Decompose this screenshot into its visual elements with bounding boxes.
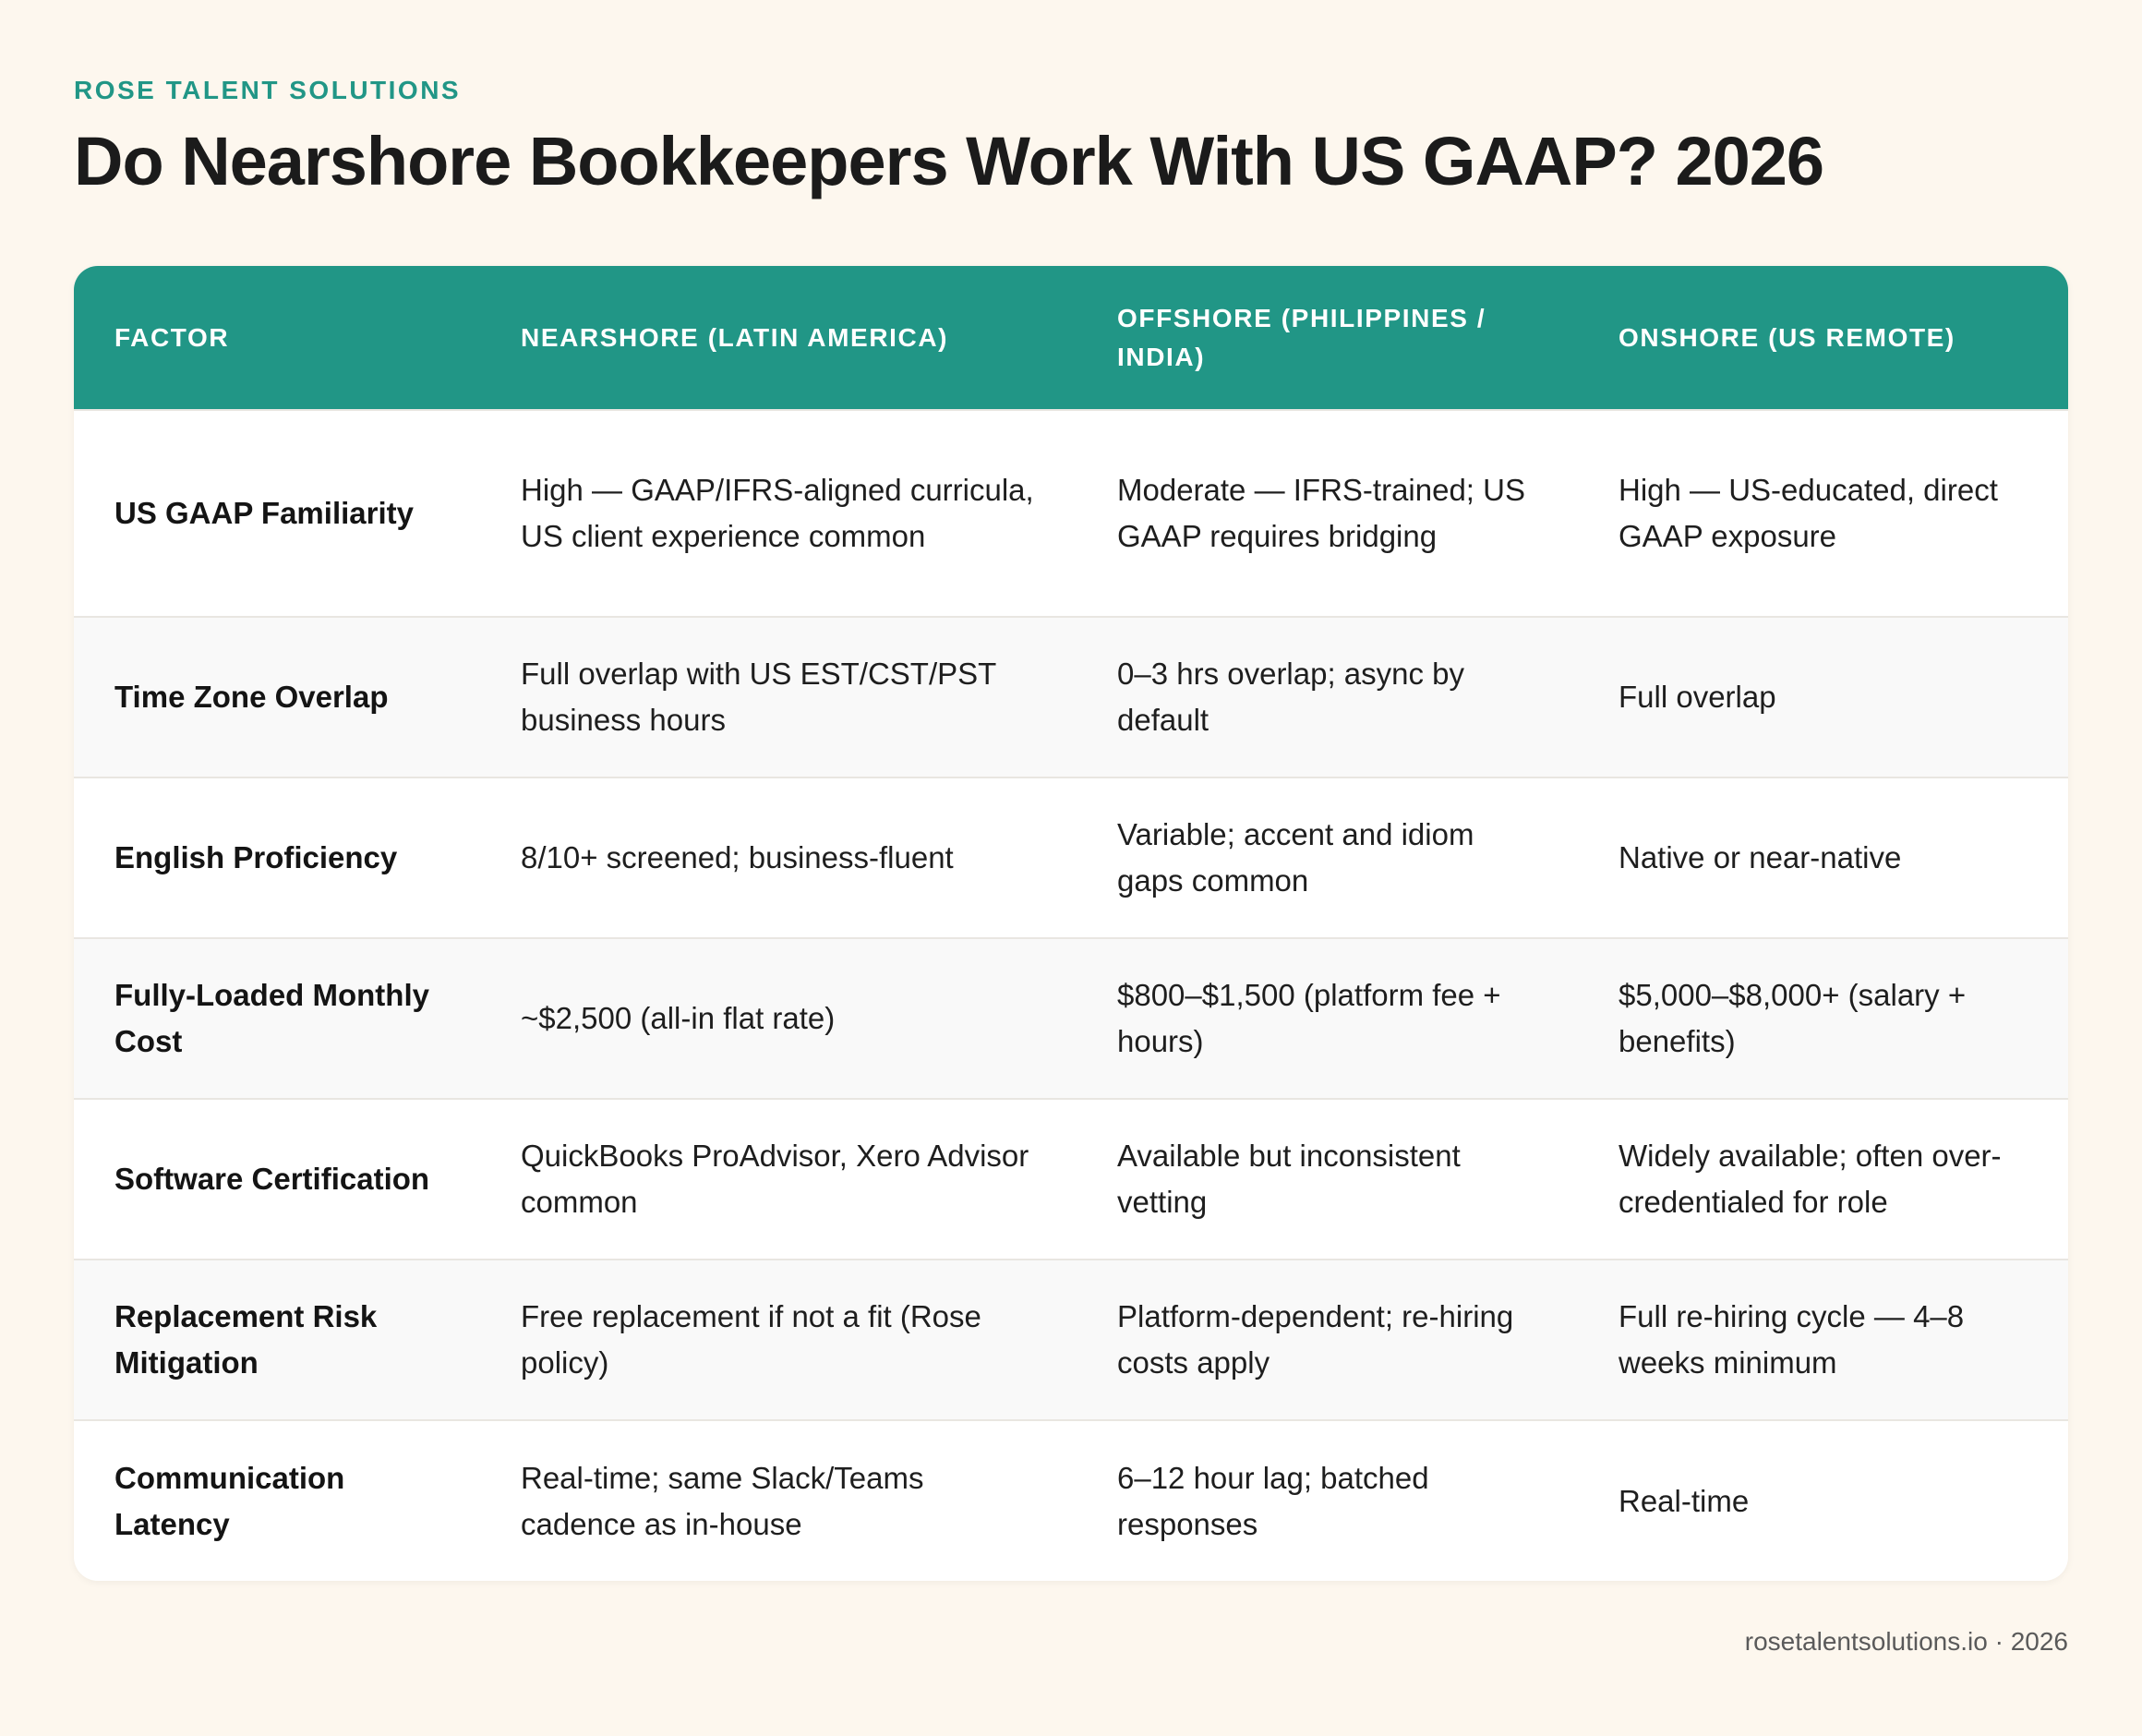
factor-cell: Replacement Risk Mitigation [114, 1299, 378, 1380]
column-header-factor: FACTOR [114, 322, 230, 352]
footer-credit: rosetalentsolutions.io · 2026 [1744, 1627, 2068, 1656]
nearshore-cell: High — GAAP/IFRS-aligned curricula, US client experience common [521, 473, 1034, 553]
brand-label: ROSE TALENT SOLUTIONS [74, 76, 462, 104]
nearshore-cell: Full overlap with US EST/CST/PST business hours [521, 657, 996, 737]
nearshore-cell: Free replacement if not a fit (Rose policy) [521, 1299, 981, 1380]
table-row [74, 410, 2068, 617]
column-header-nearshore: NEARSHORE (LATIN AMERICA) [521, 322, 949, 352]
offshore-cell: Platform-dependent; re-hiring costs apply [1117, 1299, 1514, 1380]
table-row [74, 1260, 2068, 1420]
offshore-cell: Available but inconsistent vetting [1117, 1139, 1461, 1219]
nearshore-cell: QuickBooks ProAdvisor, Xero Advisor common [521, 1139, 1029, 1219]
column-header-offshore: OFFSHORE (PHILIPPINES / INDIA) [1117, 303, 1486, 371]
factor-cell: US GAAP Familiarity [114, 496, 414, 530]
factor-cell: Communication Latency [114, 1460, 345, 1541]
table-row [74, 1420, 2068, 1581]
offshore-cell: Moderate — IFRS-trained; US GAAP requires bridging [1117, 473, 1525, 553]
onshore-cell: Native or near-native [1619, 840, 1902, 874]
table-row [74, 1099, 2068, 1260]
offshore-cell: 6–12 hour lag; batched responses [1117, 1460, 1429, 1541]
factor-cell: English Proficiency [114, 840, 398, 874]
table-row [74, 778, 2068, 938]
nearshore-cell: 8/10+ screened; business-fluent [521, 840, 954, 874]
table-header-row [74, 266, 2068, 410]
offshore-cell: $800–$1,500 (platform fee + hours) [1117, 978, 1501, 1058]
table-row [74, 617, 2068, 778]
onshore-cell: Real-time [1619, 1483, 1750, 1518]
onshore-cell: Full overlap [1619, 680, 1776, 714]
onshore-cell: Full re-hiring cycle — 4–8 weeks minimum [1619, 1299, 1965, 1380]
onshore-cell: Widely available; often over-credentialed for role [1619, 1139, 2002, 1219]
onshore-cell: $5,000–$8,000+ (salary + benefits) [1619, 978, 1967, 1058]
comparison-table-card [74, 266, 2068, 1581]
factor-cell: Software Certification [114, 1162, 430, 1196]
column-header-onshore: ONSHORE (US REMOTE) [1619, 322, 1955, 352]
nearshore-cell: Real-time; same Slack/Teams cadence as in-house [521, 1460, 924, 1541]
page-title: Do Nearshore Bookkeepers Work With US GAAP? 2026 [74, 123, 1824, 199]
comparison-table [74, 266, 2068, 1581]
offshore-cell: 0–3 hrs overlap; async by default [1117, 657, 1465, 737]
factor-cell: Time Zone Overlap [114, 680, 389, 714]
factor-cell: Fully-Loaded Monthly Cost [114, 978, 429, 1058]
table-row [74, 938, 2068, 1099]
onshore-cell: High — US-educated, direct GAAP exposure [1619, 473, 1998, 553]
offshore-cell: Variable; accent and idiom gaps common [1117, 817, 1474, 898]
nearshore-cell: ~$2,500 (all-in flat rate) [521, 1001, 836, 1035]
